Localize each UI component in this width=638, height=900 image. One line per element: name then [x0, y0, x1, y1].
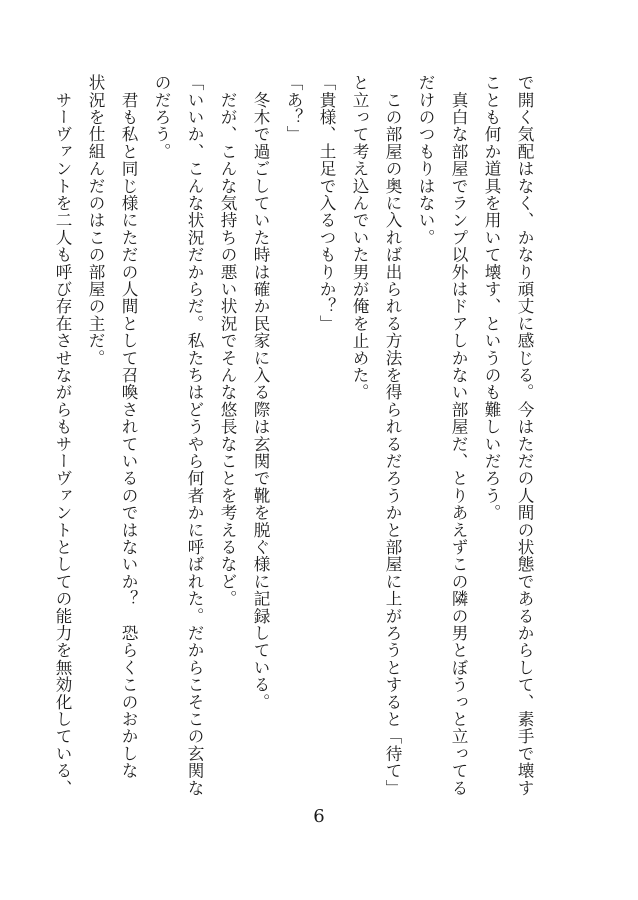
text-line: この部屋の奥に入れば出られる方法を得られるだろうかと部屋に上がろうとすると「待て」 — [383, 74, 402, 797]
text-line: サーヴァントを二人も呼び存在させながらもサーヴァントとしての能力を無効化している、 — [53, 74, 72, 797]
text-line: 「いいか、こんな状況だからだ。私たちはどうやら何者かに呼ばれた。だからこそこの玄関な — [185, 74, 204, 797]
text-line: で開く気配はなく、かなり頑丈に感じる。今はただの人間の状態であるからして、素手で壊す — [515, 74, 534, 797]
text-line: と立って考え込んでいた男が俺を止めた。 — [350, 74, 369, 401]
text-line: 冬木で過ごしていた時は確か民家に入る際は玄関で靴を脱ぐ様に記録している。 — [251, 74, 270, 711]
text-line: だけのつもりはない。 — [416, 74, 435, 246]
text-line: のだろう。 — [152, 74, 171, 160]
text-line: 「貴様、土足で入るつもりか？」 — [317, 74, 336, 332]
text-line: 君も私と同じ様にただの人間として召喚されているのではないか？ 恐らくこのおかしな — [119, 74, 138, 780]
page-number: 6 — [313, 806, 325, 827]
text-line: 「あ？」 — [284, 74, 303, 143]
text-line: 状況を仕組んだのはこの部屋の主だ。 — [86, 74, 105, 367]
text-line: だが、こんな気持ちの悪い状況でそんな悠長なことを考えるなど。 — [218, 74, 237, 608]
text-line: ことも何か道具を用いて壊す、というのも難しいだろう。 — [482, 74, 501, 522]
text-line: 真白な部屋でランプ以外はドアしかない部屋だ、とりあえずこの隣の男とぼうっと立ってる — [449, 74, 468, 797]
